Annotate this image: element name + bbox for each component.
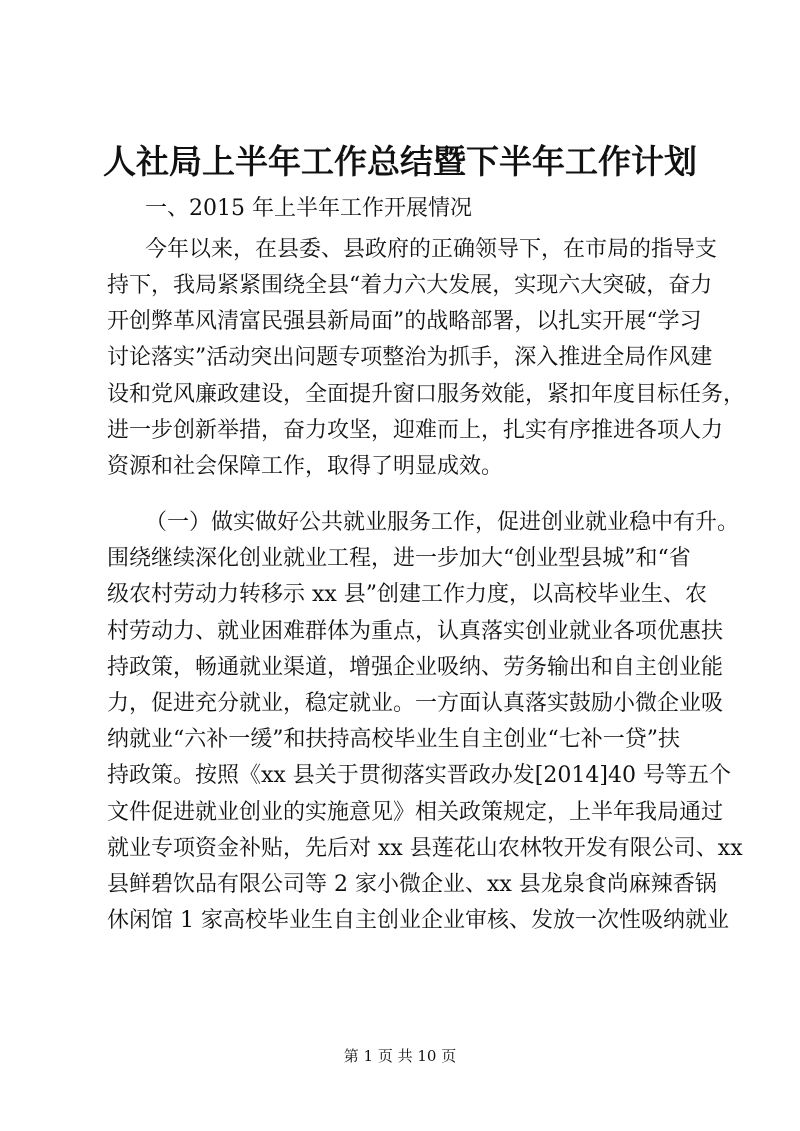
paragraph-line: 讨论落实”活动突出问题专项整治为抓手，深入推进全局作风建	[107, 345, 713, 370]
paragraph-line: 持政策。按照《xx 县关于贯彻落实晋政办发[2014]40 号等五个	[107, 763, 731, 788]
paragraph-line: 就业专项资金补贴，先后对 xx 县莲花山农林牧开发有限公司、xx	[107, 836, 743, 861]
paragraph-line: 进一步创新举措，奋力攻坚，迎难而上，扎实有序推进各项人力	[107, 418, 724, 443]
paragraph-line: 资源和社会保障工作，取得了明显成效。	[107, 454, 504, 479]
paragraph-line: 级农村劳动力转移示 xx 县”创建工作力度，以高校毕业生、农	[107, 582, 708, 607]
paragraph-line: 休闲馆 1 家高校毕业生自主创业企业审核、发放一次性吸纳就业	[107, 908, 729, 933]
paragraph-line: （一）做实做好公共就业服务工作，促进创业就业稳中有升。	[145, 510, 740, 535]
paragraph-line: 县鲜碧饮品有限公司等 2 家小微企业、xx 县龙泉食尚麻辣香锅	[107, 872, 717, 897]
paragraph-line: 围绕继续深化创业就业工程，进一步加大“创业型县城”和“省	[107, 546, 691, 571]
paragraph-line: 村劳动力、就业困难群体为重点，认真落实创业就业各项优惠扶	[107, 619, 724, 644]
paragraph-line: 持下，我局紧紧围绕全县“着力六大发展，实现六大突破，奋力	[107, 273, 713, 298]
paragraph-line: 文件促进就业创业的实施意见》相关政策规定，上半年我局通过	[107, 800, 724, 825]
paragraph-line: 今年以来，在县委、县政府的正确领导下，在市局的指导支	[145, 237, 718, 262]
paragraph-line: 纳就业“六补一缓”和扶持高校毕业生自主创业“七补一贷”扶	[107, 727, 680, 752]
page-number-footer: 第 1 页 共 10 页	[343, 1047, 457, 1065]
paragraph-line: 力，促进充分就业，稳定就业。一方面认真落实鼓励小微企业吸	[107, 691, 724, 716]
section-heading: 一、2015 年上半年工作开展情况	[145, 196, 472, 221]
paragraph-line: 设和党风廉政建设，全面提升窗口服务效能，紧扣年度目标任务，	[107, 382, 746, 407]
paragraph-line: 开创弊革风清富民强县新局面”的战略部署，以扎实开展“学习	[107, 309, 702, 334]
paragraph-line: 持政策，畅通就业渠道，增强企业吸纳、劳务输出和自主创业能	[107, 655, 724, 680]
document-title: 人社局上半年工作总结暨下半年工作计划	[103, 142, 697, 181]
